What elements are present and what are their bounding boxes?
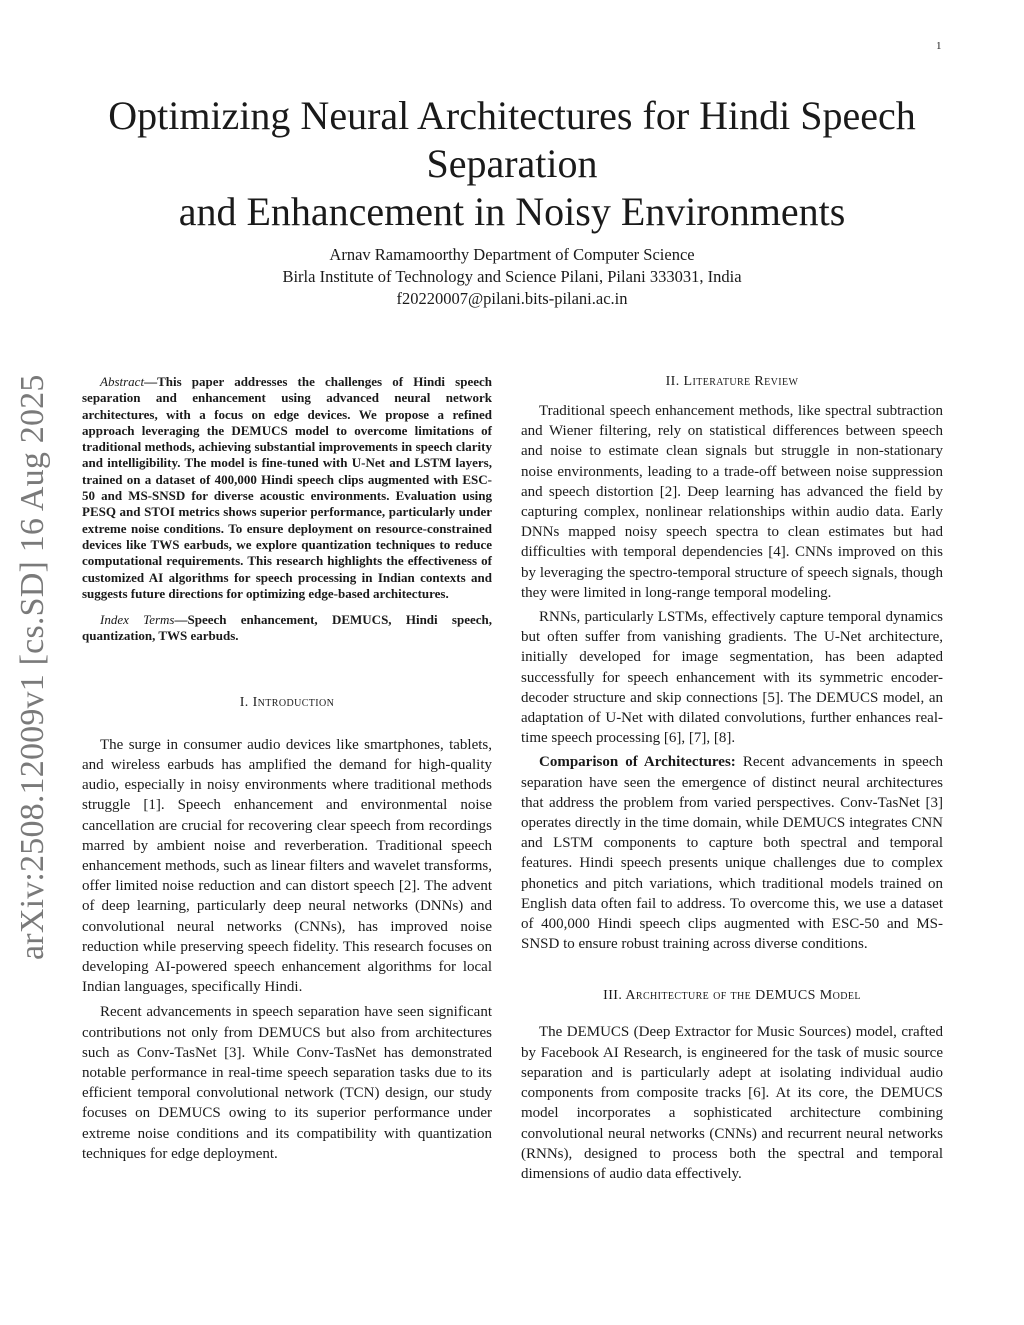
paragraph: The DEMUCS (Deep Extractor for Music Sources) model, crafted by Facebook AI Research, is engineered for the task of music source separation and is particularly adept at isolating individual audio components from composite tracks [6]. At its core, the DEMUCS model incorporates a sophisticated architecture combining convolutional neural networks (CNNs) and recurrent neural networks (RNNs), designed to process both the spectral and temporal dimensions of audio data effectively. (521, 1024, 943, 1182)
paragraph: RNNs, particularly LSTMs, effectively capture temporal dynamics but often suffer from vanishing gradients. The U-Net architecture, initially developed for image segmentation, has been adapted successfully for speech enhancement with its symmetric encoder-decoder structure and skip connections [5]. The DEMUCS model, an adaptation of U-Net with dilated convolutions, further enhances real-time speech processing [6], [7], [8]. (521, 609, 943, 747)
page-number: 1 (936, 40, 942, 52)
section-heading-introduction: I. Introduction (239, 694, 335, 710)
abstract (82, 374, 492, 602)
paragraph: Recent advancements in speech separation have seen significant contributions not only from DEMUCS but also from architectures such as Conv-TasNet [3]. While Conv-TasNet has demonstrated notable performance in real-time speech separation tasks due to its efficient temporal convolutional network (TCN) design, our study focuses on DEMUCS owing to its superior performance under extreme noise conditions and its compatibility with quantization techniques for edge deployment. (82, 1004, 492, 1162)
paragraph: The surge in consumer audio devices like smartphones, tablets, and wireless earbuds has amplified the demand for high-quality audio, especially in noisy environments where traditional methods struggle [1]. Speech enhancement and environmental noise cancellation are crucial for recovering clear speech from recordings marred by ambient noise and reverberation. Traditional speech enhancement methods, such as linear filters and wavelet transforms, offer limited noise reduction and can distort speech [2]. The advent of deep learning, particularly deep neural networks (DNNs) and convolutional neural networks (CNNs), has improved noise reduction while preserving speech fidelity. This research focuses on developing AI-powered speech enhancement algorithms for local Indian languages, specifically Hindi. (82, 736, 492, 996)
paragraph: Traditional speech enhancement methods, like spectral subtraction and Wiener filtering, rely on statistical differences between speech and noise to estimate clean signals but struggle in non-stationary noise environments, leading to a trade-off between noise suppression and speech distortion [2]. Deep learning has advanced the field by capturing complex, nonlinear relationships within audio data. Early DNNs mapped noisy speech spectra to clean estimates but had difficulties with temporal dependencies [4]. CNNs improved on this by leveraging the spectro-temporal structure of speech signals, though they were limited in long-range temporal modeling. (521, 403, 943, 601)
institution-address: Birla Institute of Technology and Science Pilani, Pilani 333031, India (282, 267, 742, 286)
abstract-text: —This paper addresses the challenges of Hindi speech separation and enhancement using advanced neural network architectures, with a focus on edge devices. We propose a refined approach leveraging the DEMUCS model to overcome limitations of traditional methods, achieving substantial improvements in speech clarity and intelligibility. The model is fine-tuned with U-Net and LSTM layers, trained on a dataset of 400,000 Hindi speech clips augmented with ESC-50 and MS-SNSD for diverse acoustic environments. Evaluation using PESQ and STOI metrics shows superior performance, particularly under extreme noise conditions. To ensure deployment on resource-constrained devices like TWS earbuds, we explore quantization techniques to reduce computational requirements. This research highlights the effectiveness of customized AI algorithms for speech processing in Indian contexts and suggests future directions for optimizing edge-based architectures. (82, 374, 492, 601)
author-block (60, 244, 964, 310)
section-heading-literature-review: II. Literature Review (665, 374, 799, 389)
paragraph-text: Recent advancements in speech separation have seen the emergence of distinct neural architectures that address the problem from varied perspectives. Conv-TasNet [3] operates directly in the time domain, while DEMUCS integrates CNN and LSTM components to capture both spectral and temporal features. Hindi speech presents unique challenges due to complex phonetics and pitch variations, which traditional models trained on English data often fail to address. To overcome this, we use a dataset of 400,000 Hindi speech clips augmented with ESC-50 and MS-SNSD to ensure robust training across diverse conditions. (521, 754, 943, 953)
right-column (521, 374, 943, 1184)
paragraph-run-in-label: Comparison of Architectures: (539, 754, 736, 771)
paragraph (521, 752, 943, 954)
title-line: and Enhancement in Noisy Environments (178, 189, 846, 234)
index-terms-text: —Speech enhancement, DEMUCS, Hindi speech, quantization, TWS earbuds. (82, 612, 493, 644)
section-heading-architecture: III. Architecture of the DEMUCS Model (603, 988, 861, 1004)
left-column (82, 374, 492, 1164)
title-line: Optimizing Neural Architectures for Hindi Speech (108, 93, 916, 138)
abstract-label: Abstract (100, 374, 145, 389)
index-terms (82, 612, 492, 645)
paper-title (60, 92, 964, 236)
arxiv-identifier-stamp: arXiv:2508.12009v1 [cs.SD] 16 Aug 2025 (14, 374, 51, 960)
author-email: f20220007@pilani.bits-pilani.ac.in (396, 289, 628, 308)
author-affiliation: Arnav Ramamoorthy Department of Computer Science (329, 245, 695, 264)
index-terms-label: Index Terms (100, 612, 175, 628)
title-line: Separation (426, 141, 598, 186)
